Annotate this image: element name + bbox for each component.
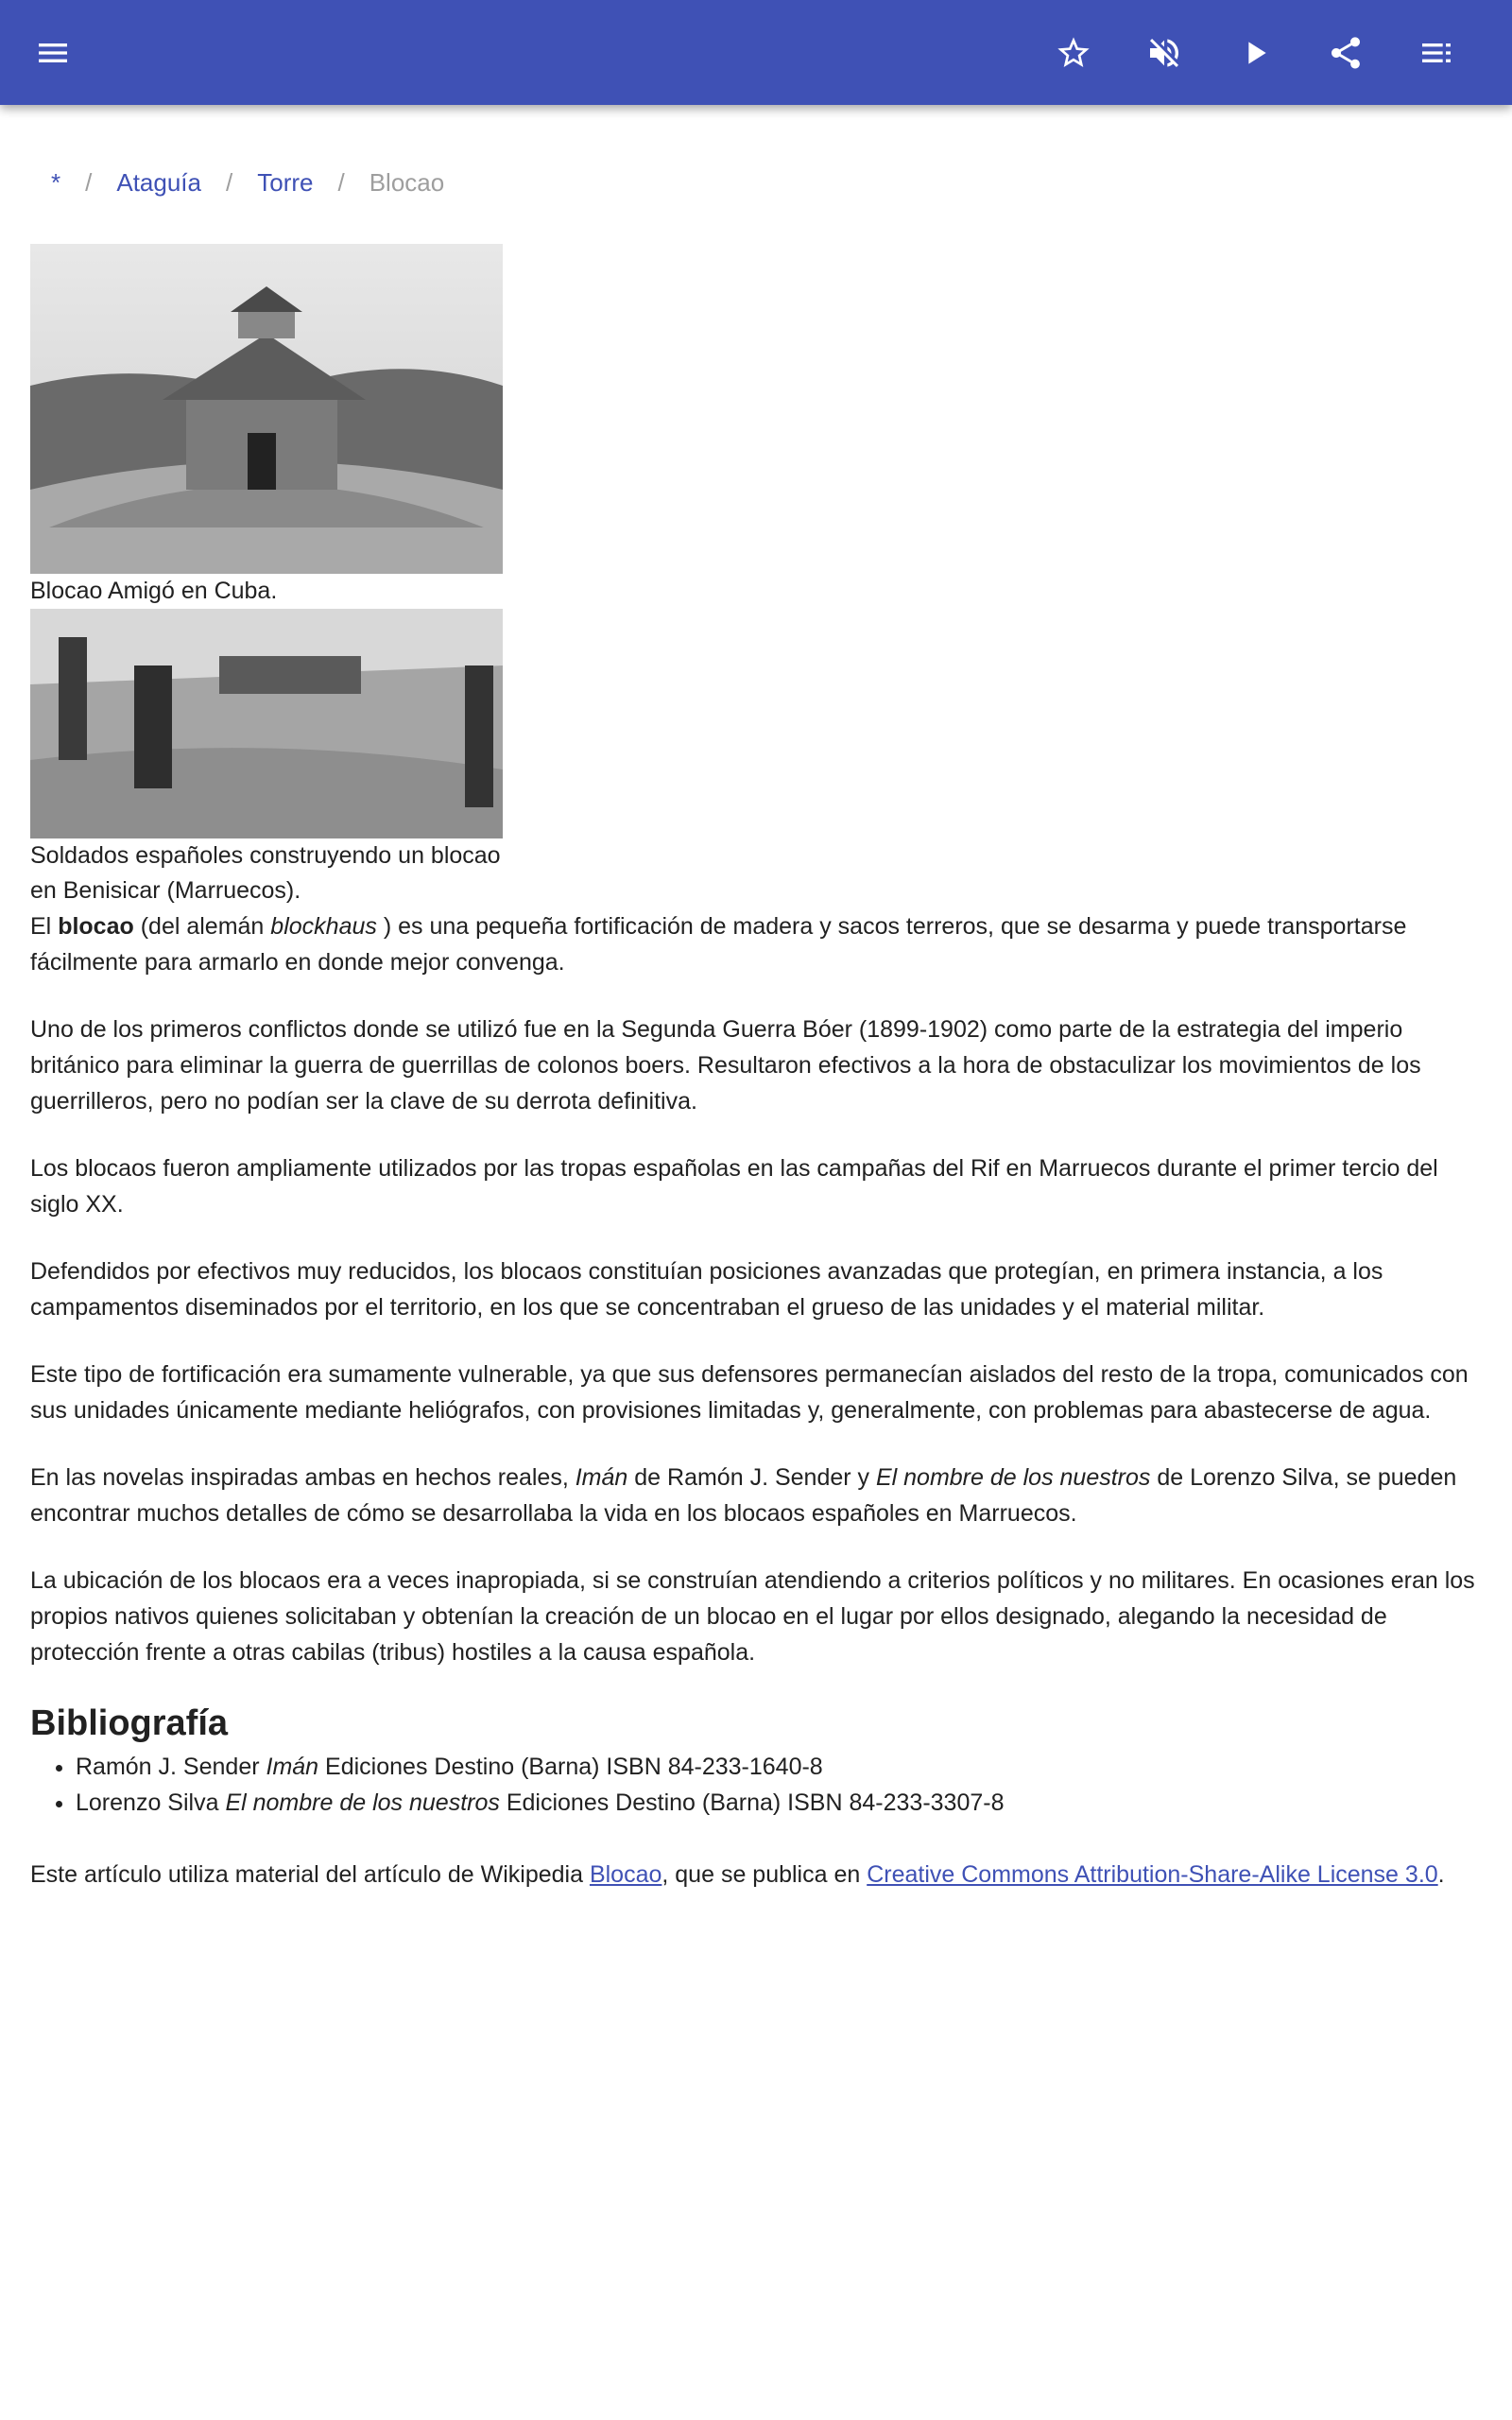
text: .	[1437, 1861, 1445, 1888]
text: de Lorenzo Silva, se pueden encontrar muchos detalles de cómo se desarrollaba la vida en los blocaos españoles en Marruecos.	[30, 1464, 1457, 1527]
paragraph	[30, 1460, 1482, 1531]
paragraph: Los blocaos fueron ampliamente utilizados por las tropas españolas en las campañas del Rif en Marruecos durante el primer tercio del siglo XX.	[30, 1155, 1438, 1218]
breadcrumb-home[interactable]: *	[51, 168, 61, 197]
contents-button[interactable]	[1410, 26, 1463, 79]
bibliography-heading: Bibliografía	[30, 1703, 229, 1743]
publisher: Ediciones Destino (Barna) ISBN 84-233-3307-8	[499, 1789, 1005, 1816]
license-notice	[30, 1857, 1482, 1893]
breadcrumb-separator: /	[85, 168, 93, 197]
menu-icon	[34, 34, 72, 72]
author: Lorenzo Silva	[76, 1789, 226, 1816]
article-content	[30, 244, 1482, 1924]
author: Ramón J. Sender	[76, 1754, 266, 1780]
share-button[interactable]	[1319, 26, 1372, 79]
bibliography-list	[30, 1749, 1482, 1821]
text: El	[30, 913, 59, 940]
paragraph: Defendidos por efectivos muy reducidos, los blocaos constituían posiciones avanzadas que protegían, en primera instancia, a los campamentos diseminados por el territorio, en los que se concentraban el grueso de las unidades y el material militar.	[30, 1258, 1383, 1321]
license-link[interactable]: Creative Commons Attribution-Share-Alike License 3.0	[867, 1861, 1438, 1888]
figure-caption: Soldados españoles construyendo un blocao en Benisicar (Marruecos).	[30, 842, 501, 904]
figure-soldados	[30, 609, 503, 908]
app-bar	[0, 0, 1512, 105]
bibliography-item	[76, 1785, 1482, 1821]
menu-button[interactable]	[26, 26, 79, 79]
breadcrumb-ataguia[interactable]: Ataguía	[116, 168, 201, 197]
play-button[interactable]	[1228, 26, 1281, 79]
soldiers-photo[interactable]	[30, 609, 503, 838]
breadcrumb-separator: /	[226, 168, 233, 197]
mute-button[interactable]	[1138, 26, 1191, 79]
playlist-icon	[1418, 34, 1455, 72]
breadcrumb-current: Blocao	[369, 168, 445, 197]
play-icon	[1236, 34, 1274, 72]
figure-caption: Blocao Amigó en Cuba.	[30, 578, 278, 604]
paragraph: Este tipo de fortificación era sumamente vulnerable, ya que sus defensores permanecían aislados del resto de la tropa, comunicados con sus unidades únicamente mediante heliógrafos, con provisiones limitadas y, generalmente, con problemas para abastecerse de agua.	[30, 1361, 1469, 1424]
paragraph: La ubicación de los blocaos era a veces inapropiada, si se construían atendiendo a criterios políticos y no militares. En ocasiones eran los propios nativos quienes solicitaban y obtenían la creación de un blocao en el lugar por ellos designado, alegando la necesidad de protección frente a otras cabilas (tribus) hostiles a la causa española.	[30, 1567, 1475, 1666]
text: (del alemán	[133, 913, 271, 940]
blocao-photo[interactable]	[30, 244, 503, 574]
book-title: El nombre de los nuestros	[875, 1464, 1151, 1491]
figure-blocao-cuba	[30, 244, 503, 609]
volume-off-icon	[1145, 34, 1183, 72]
paragraph: Uno de los primeros conflictos donde se utilizó fue en la Segunda Guerra Bóer (1899-1902) como parte de la estrategia del imperio británico para eliminar la guerra de guerrillas de colonos boers. Resultaron efectivos a la hora de obstaculizar los movimientos de los guerrilleros, pero no podían ser la clave de su derrota definitiva.	[30, 1016, 1421, 1115]
wikipedia-link[interactable]: Blocao	[589, 1861, 662, 1888]
publisher: Ediciones Destino (Barna) ISBN 84-233-1640-8	[318, 1754, 823, 1780]
star-icon	[1055, 34, 1092, 72]
intro-paragraph	[30, 908, 1482, 980]
breadcrumb-torre[interactable]: Torre	[257, 168, 314, 197]
book-title: El nombre de los nuestros	[225, 1789, 500, 1816]
favorite-button[interactable]	[1047, 26, 1100, 79]
bibliography-item	[76, 1749, 1482, 1785]
breadcrumb	[51, 168, 444, 198]
book-title: Imán	[575, 1464, 628, 1491]
breadcrumb-separator: /	[337, 168, 345, 197]
term-italic: blockhaus	[270, 913, 377, 940]
share-icon	[1327, 34, 1365, 72]
text: de Ramón J. Sender y	[627, 1464, 876, 1491]
text: , que se publica en	[662, 1861, 868, 1888]
term-bold: blocao	[58, 913, 134, 940]
text: ) es una pequeña fortificación de madera y sacos terreros, que se desarma y puede transportarse fácilmente para armarlo en donde mejor convenga.	[30, 913, 1407, 976]
book-title: Imán	[266, 1754, 319, 1780]
text: En las novelas inspiradas ambas en hechos reales,	[30, 1464, 576, 1491]
text: Este artículo utiliza material del artículo de Wikipedia	[30, 1861, 590, 1888]
